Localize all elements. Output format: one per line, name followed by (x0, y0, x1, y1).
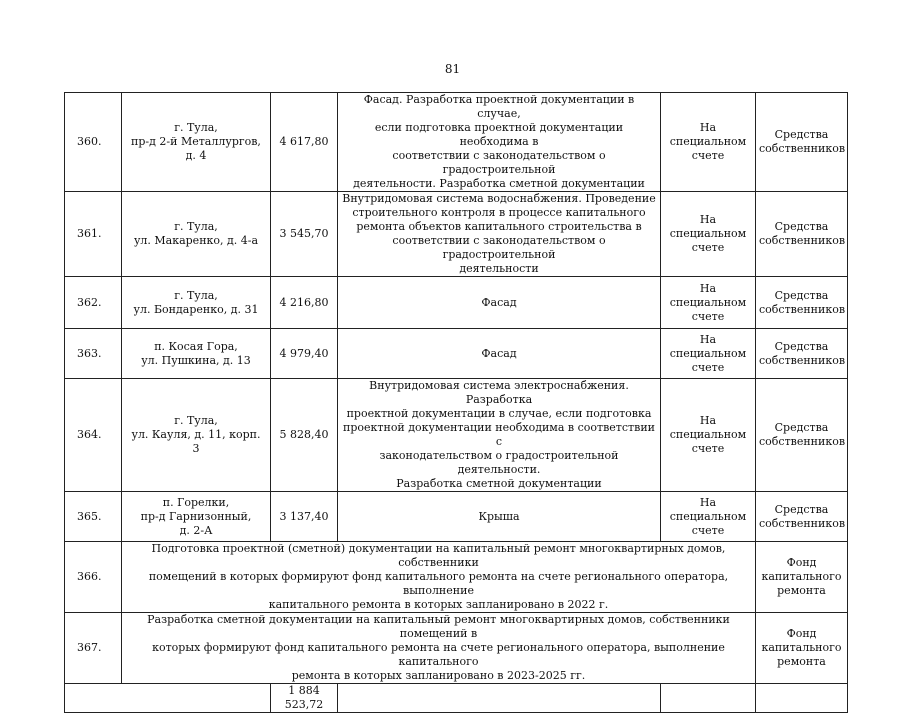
fund-method-cell-line: На (699, 332, 717, 346)
row-number: 367. (65, 613, 122, 684)
fund-method-cell-line: счете (691, 523, 725, 537)
page-number: 81 (444, 62, 461, 76)
work-type-cell (338, 277, 661, 329)
work-type-cell-line: Фасад (481, 295, 517, 309)
fund-method-cell-line: счете (691, 241, 725, 254)
work-type-cell (338, 93, 661, 192)
fund-method-cell-line: счете (691, 360, 725, 374)
fund-method-cell (661, 379, 756, 492)
funding-source-cell-line: Средства (774, 220, 829, 233)
address-cell-line: г. Тула, (174, 414, 218, 427)
work-type-cell-line: ремонта объектов капитального строительства в (356, 220, 642, 233)
funding-source-cell (756, 192, 848, 277)
funding-source-cell-line: Средства (774, 339, 829, 353)
work-type-cell-line: соответствии с законодательством о градостроительной (392, 149, 606, 176)
fund-method-cell-line: На (699, 495, 717, 509)
fund-method-cell-line: специальном (669, 428, 747, 441)
fund-method-cell-line: специальном (669, 227, 747, 240)
address-cell-line: д. 4 (185, 149, 207, 162)
description-cell-line: помещений в которых формируют фонд капитального ремонта на счете регионального оператора, выполнение (148, 570, 729, 597)
empty-cell (65, 684, 271, 713)
fund-method-cell-line: счете (691, 149, 725, 162)
address-cell-line: пр-д 2-й Металлургов, (131, 135, 261, 148)
amount-cell: 4 979,40 (271, 329, 338, 379)
capital-repair-table (64, 92, 848, 713)
address-cell (122, 192, 271, 277)
work-type-cell-line: деятельности. Разработка сметной документации (353, 177, 645, 190)
total-row (65, 684, 848, 713)
work-type-cell-line: Внутридомовая система электроснабжения. Разработка (369, 379, 629, 406)
amount-cell: 3 545,70 (271, 192, 338, 277)
fund-method-cell-line: специальном (669, 135, 747, 148)
fund-method-cell-line: На (699, 414, 717, 427)
funding-source-cell-line: Фонд (786, 627, 817, 640)
amount-cell: 4 617,80 (271, 93, 338, 192)
table-row (65, 492, 848, 542)
funding-source-cell-line: собственников (759, 435, 846, 448)
address-cell-line: п. Косая Гора, (154, 339, 238, 353)
description-cell-line: которых формируют фонд капитального ремонта на счете регионального оператора, выполнение капитального (152, 641, 725, 668)
work-type-cell (338, 192, 661, 277)
address-cell (122, 329, 271, 379)
empty-cell (756, 684, 848, 713)
address-cell (122, 379, 271, 492)
table-row (65, 379, 848, 492)
work-type-cell-line: Крыша (478, 509, 520, 523)
address-cell-line: пр-д Гарнизонный, (140, 509, 252, 523)
table-row (65, 277, 848, 329)
funding-source-cell (756, 329, 848, 379)
fund-method-cell-line: специальном (669, 295, 747, 309)
funding-source-cell (756, 542, 848, 613)
amount-cell: 3 137,40 (271, 492, 338, 542)
table-row (65, 329, 848, 379)
address-cell-line: ул. Бондаренко, д. 31 (133, 302, 259, 316)
funding-source-cell-line: собственников (759, 516, 846, 530)
work-type-cell-line: проектной документации необходима в соответствии с (343, 421, 655, 448)
description-cell-line: капитального ремонта в которых запланировано в 2022 г. (268, 598, 609, 611)
funding-source-cell-line: собственников (759, 353, 846, 367)
funding-source-cell (756, 492, 848, 542)
funding-source-cell-line: ремонта (777, 655, 826, 668)
table-row (65, 192, 848, 277)
fund-method-cell-line: счете (691, 442, 725, 455)
fund-method-cell-line: На (699, 121, 717, 134)
address-cell (122, 277, 271, 329)
funding-source-cell-line: Средства (774, 421, 829, 434)
funding-source-cell (756, 613, 848, 684)
funding-source-cell-line: капитального (761, 641, 842, 654)
address-cell (122, 93, 271, 192)
funding-source-cell-line: ремонта (777, 584, 826, 597)
fund-method-cell-line: На (699, 281, 717, 295)
table-row (65, 613, 848, 684)
address-cell-line: г. Тула, (174, 220, 218, 233)
work-type-cell-line: строительного контроля в процессе капитального (352, 206, 646, 219)
funding-source-cell-line: собственников (759, 302, 846, 316)
work-type-cell-line: Разработка сметной документации (396, 477, 602, 490)
work-type-cell-line: деятельности (459, 262, 539, 275)
work-type-cell-line: соответствии с законодательством о градостроительной (392, 234, 606, 261)
fund-method-cell (661, 277, 756, 329)
funding-source-cell-line: собственников (759, 234, 846, 247)
work-type-cell-line: Фасад (481, 346, 517, 360)
work-type-cell-line: проектной документации в случае, если подготовка (346, 407, 652, 420)
work-type-cell-line: Внутридомовая система водоснабжения. Проведение (342, 192, 656, 205)
work-type-cell (338, 329, 661, 379)
row-number: 362. (65, 277, 122, 329)
fund-method-cell-line: счете (691, 309, 725, 323)
funding-source-cell-line: капитального (761, 570, 842, 583)
address-cell-line: д. 2-А (179, 523, 213, 537)
row-number: 363. (65, 329, 122, 379)
address-cell-line: г. Тула, (174, 121, 218, 134)
row-number: 364. (65, 379, 122, 492)
amount-cell: 4 216,80 (271, 277, 338, 329)
empty-cell (661, 684, 756, 713)
address-cell-line: п. Горелки, (162, 495, 230, 509)
description-cell (122, 542, 756, 613)
fund-method-cell-line: специальном (669, 346, 747, 360)
address-cell-line: г. Тула, (174, 288, 218, 302)
fund-method-cell-line: На (699, 213, 717, 226)
funding-source-cell-line: Средства (774, 502, 829, 516)
funding-source-cell (756, 379, 848, 492)
description-cell-line: ремонта в которых запланировано в 2023-2025 гг. (291, 669, 586, 682)
amount-cell: 5 828,40 (271, 379, 338, 492)
table-row (65, 542, 848, 613)
work-type-cell-line: Фасад. Разработка проектной документации в случае, (363, 93, 635, 120)
empty-cell (338, 684, 661, 713)
fund-method-cell (661, 492, 756, 542)
funding-source-cell (756, 93, 848, 192)
work-type-cell (338, 379, 661, 492)
fund-method-cell-line: специальном (669, 509, 747, 523)
funding-source-cell-line: Фонд (786, 556, 817, 569)
fund-method-cell (661, 329, 756, 379)
row-number: 360. (65, 93, 122, 192)
row-number: 361. (65, 192, 122, 277)
total-amount-cell: 1 884 523,72 (271, 684, 338, 713)
address-cell-line: ул. Кауля, д. 11, корп. 3 (131, 428, 261, 455)
description-cell-line: Разработка сметной документации на капитальный ремонт многоквартирных домов, собственники помещений в (147, 613, 730, 640)
description-cell-line: Подготовка проектной (сметной) документации на капитальный ремонт многоквартирных домов, собственники (151, 542, 726, 569)
funding-source-cell (756, 277, 848, 329)
funding-source-cell-line: собственников (759, 142, 846, 155)
work-type-cell (338, 492, 661, 542)
fund-method-cell (661, 192, 756, 277)
row-number: 366. (65, 542, 122, 613)
table-row (65, 93, 848, 192)
row-number: 365. (65, 492, 122, 542)
address-cell (122, 492, 271, 542)
description-cell (122, 613, 756, 684)
work-type-cell-line: если подготовка проектной документации необходима в (374, 121, 624, 148)
work-type-cell-line: законодательством о градостроительной деятельности. (379, 449, 619, 476)
fund-method-cell (661, 93, 756, 192)
address-cell-line: ул. Макаренко, д. 4-а (133, 234, 259, 247)
address-cell-line: ул. Пушкина, д. 13 (141, 353, 251, 367)
table-body (65, 93, 848, 713)
funding-source-cell-line: Средства (774, 128, 829, 141)
funding-source-cell-line: Средства (774, 288, 829, 302)
